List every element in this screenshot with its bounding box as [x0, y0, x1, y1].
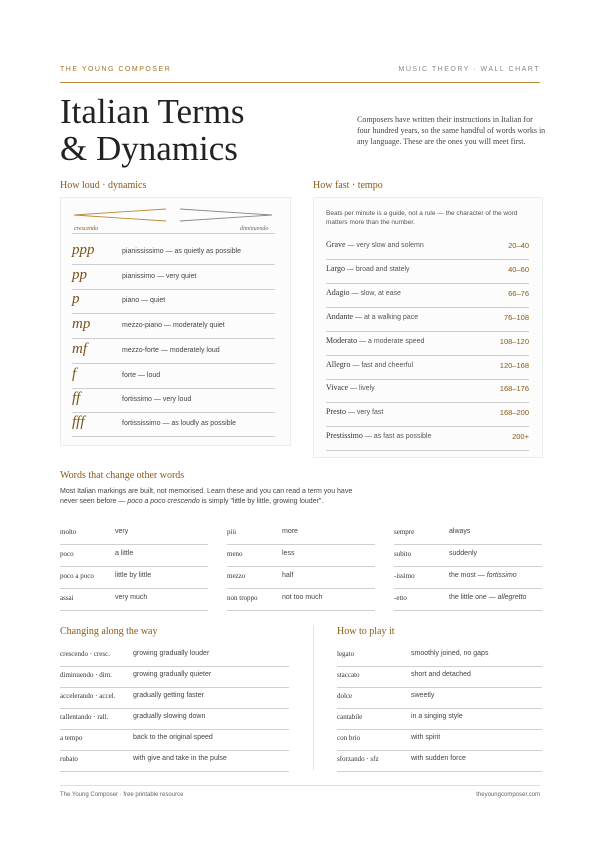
tempo-bpm: 76–108	[503, 313, 529, 322]
dynamic-description: fortississimo — as loudly as possible	[122, 420, 236, 427]
tempo-description: — broad and stately	[344, 266, 410, 273]
dynamic-symbol: ppp	[72, 242, 95, 258]
tempo-row	[326, 379, 529, 403]
diminuendo-label: diminuendo	[240, 226, 269, 232]
tempo-bpm: 168–176	[499, 384, 529, 393]
changing-meaning: gradually getting faster	[133, 692, 204, 699]
modifier-term: -etto	[394, 594, 407, 602]
tempo-term: Presto	[326, 407, 346, 416]
dynamic-symbol: p	[72, 291, 80, 307]
play-row	[337, 750, 542, 772]
footer-website-link[interactable]: theyoungcomposer.com	[476, 792, 540, 798]
tempo-description: — very slow and solemn	[345, 242, 424, 249]
dynamic-symbol: fff	[72, 414, 85, 430]
modifier-term: non troppo	[227, 594, 258, 602]
modifier-term: molto	[60, 528, 77, 536]
play-meaning: with spirit	[411, 734, 441, 741]
tempo-row	[326, 427, 529, 451]
tempo-bpm: 20–40	[508, 241, 529, 250]
modifier-meaning: the little one — allegretto	[449, 594, 527, 601]
changing-row	[60, 687, 289, 709]
changing-term: diminuendo · dim.	[60, 671, 112, 679]
changing-meaning: with give and take in the pulse	[133, 755, 227, 762]
modifier-example: fortissimo	[486, 572, 517, 579]
play-meaning: sweetly	[411, 692, 435, 699]
diminuendo-hairpin-icon	[180, 209, 272, 221]
changing-meaning: gradually slowing down	[133, 713, 206, 720]
play-term: legato	[337, 650, 355, 658]
modifier-term: assai	[60, 594, 74, 602]
modifier-row	[394, 523, 542, 545]
dynamics-row	[72, 289, 275, 314]
tempo-term: Allegro	[326, 360, 351, 369]
modifier-row	[227, 589, 375, 611]
dynamic-symbol: mf	[72, 341, 87, 357]
crescendo-hairpin-icon	[74, 209, 166, 221]
tempo-term: Grave	[326, 240, 346, 249]
tempo-description: — fast and cheerful	[350, 362, 414, 369]
dynamic-symbol: f	[72, 366, 77, 382]
modifier-term: mezzo	[227, 572, 246, 580]
play-meaning: short and detached	[411, 671, 471, 678]
tempo-bpm: 108–120	[499, 337, 529, 346]
modifiers-intro-a: Most Italian markings are built, not memorised. Learn these and you can read a term you have never seen before —	[60, 488, 353, 505]
modifier-row	[60, 545, 208, 567]
modifier-meaning: more	[282, 528, 298, 535]
modifier-row	[60, 523, 208, 545]
modifier-row	[227, 545, 375, 567]
tempo-description: — lively	[348, 385, 375, 392]
play-meaning: smoothly joined, no gaps	[411, 650, 489, 657]
changing-row	[60, 729, 289, 751]
dynamic-symbol: ff	[72, 390, 81, 406]
modifier-row	[394, 545, 542, 567]
changing-meaning: growing gradually quieter	[133, 671, 212, 678]
changing-term: crescendo · cresc.	[60, 650, 110, 658]
dynamics-row	[72, 265, 275, 290]
tempo-row	[326, 332, 529, 356]
dynamics-heading: How loud · dynamics	[60, 180, 147, 191]
changing-term: a tempo	[60, 734, 83, 742]
tempo-heading: How fast · tempo	[313, 180, 383, 191]
dynamic-description: pianississimo — as quietly as possible	[122, 248, 242, 255]
title-line-1: Italian Terms	[60, 92, 245, 131]
modifiers-intro-b: is simply "little by little, growing louder".	[199, 498, 324, 505]
modifier-row	[394, 589, 542, 611]
dynamics-row	[72, 412, 275, 437]
tempo-description: — slow, at ease	[349, 290, 401, 297]
footer-credit: The Young Composer · free printable resource	[60, 792, 184, 798]
play-row	[337, 666, 542, 688]
page-title	[60, 93, 245, 167]
tempo-row	[326, 284, 529, 308]
play-meaning: in a singing style	[411, 713, 463, 720]
tempo-row	[326, 356, 529, 380]
tempo-description: — a moderate speed	[357, 338, 425, 345]
play-row	[337, 708, 542, 730]
changing-term: accelerando · accel.	[60, 692, 116, 700]
dynamic-symbol: mp	[72, 316, 91, 332]
tempo-term: Largo	[326, 264, 345, 273]
modifier-meaning: very	[115, 528, 129, 535]
brand-name: THE YOUNG COMPOSER	[60, 66, 172, 73]
play-term: con brio	[337, 734, 361, 742]
modifier-meaning: little by little	[115, 572, 152, 579]
dynamic-description: fortissimo — very loud	[122, 396, 192, 403]
modifier-term: poco	[60, 550, 74, 558]
dynamics-top-rule	[72, 233, 275, 234]
footer-rule	[60, 785, 540, 786]
dynamic-description: forte — loud	[122, 372, 161, 379]
changing-row	[60, 645, 289, 667]
tempo-row	[326, 308, 529, 332]
modifier-meaning: a little	[115, 550, 134, 557]
modifier-meaning: half	[282, 572, 294, 579]
dynamic-description: piano — quiet	[122, 297, 166, 304]
changing-row	[60, 666, 289, 688]
modifier-term: poco a poco	[60, 572, 94, 580]
tempo-description: — very fast	[346, 409, 384, 416]
modifier-row	[60, 567, 208, 589]
modifier-term: -issimo	[394, 572, 415, 580]
tempo-description: — at a walking pace	[353, 314, 419, 321]
dynamics-row	[72, 314, 275, 339]
title-line-2: & Dynamics	[60, 129, 238, 168]
tempo-bpm: 168–200	[499, 408, 529, 417]
tempo-bpm: 120–168	[499, 361, 529, 370]
modifier-term: più	[227, 528, 236, 536]
changing-meaning: growing gradually louder	[133, 650, 210, 657]
tempo-term: Moderato	[326, 336, 358, 345]
modifiers-intro-example: poco a poco crescendo	[127, 498, 200, 505]
modifier-term: sempre	[394, 528, 415, 536]
play-term: sforzando · sfz	[337, 755, 379, 763]
modifier-term: subito	[394, 550, 412, 558]
dynamics-row	[72, 388, 275, 413]
header-rule	[60, 82, 540, 83]
play-term: cantabile	[337, 713, 363, 721]
changing-meaning: back to the original speed	[133, 734, 213, 741]
crescendo-label: crescendo	[74, 226, 99, 232]
changing-row	[60, 750, 289, 772]
tempo-term: Adagio	[326, 288, 350, 297]
changing-heading: Changing along the way	[60, 626, 158, 637]
dynamics-row	[72, 240, 275, 265]
play-row	[337, 729, 542, 751]
tempo-row	[326, 260, 529, 284]
modifier-example: allegretto	[497, 594, 527, 601]
modifier-row	[60, 589, 208, 611]
tempo-bpm: 40–60	[508, 265, 529, 274]
modifier-meaning: less	[282, 550, 295, 557]
modifier-meaning: very much	[115, 594, 148, 601]
modifier-meaning: the most — fortissimo	[449, 572, 517, 579]
modifier-term: meno	[227, 550, 243, 558]
play-heading: How to play it	[337, 626, 395, 637]
dynamic-description: mezzo-piano — moderately quiet	[122, 322, 225, 329]
intro-paragraph: Composers have written their instructions in Italian for four hundred years, so the same handful of words works in any language. These are the ones you will meet first.	[357, 115, 546, 146]
tempo-row	[326, 236, 529, 260]
modifier-row	[394, 567, 542, 589]
tempo-bpm: 200+	[512, 432, 529, 441]
modifier-meaning: always	[449, 528, 471, 535]
dynamics-row	[72, 339, 275, 364]
tempo-term: Andante	[326, 312, 354, 321]
chart-subtitle: MUSIC THEORY · WALL CHART	[398, 66, 540, 73]
modifier-meaning: not too much	[282, 594, 323, 601]
modifier-meaning: suddenly	[449, 550, 478, 557]
hairpins-graphic	[72, 207, 277, 223]
tempo-term: Prestissimo	[326, 431, 363, 440]
modifier-row	[227, 523, 375, 545]
play-meaning: with sudden force	[411, 755, 466, 762]
dynamic-description: pianissimo — very quiet	[122, 273, 197, 280]
column-divider	[313, 625, 314, 770]
play-term: staccato	[337, 671, 360, 679]
dynamic-description: mezzo-forte — moderately loud	[122, 347, 220, 354]
dynamics-row	[72, 364, 275, 389]
modifiers-heading: Words that change other words	[60, 470, 185, 481]
play-row	[337, 687, 542, 709]
modifier-row	[227, 567, 375, 589]
changing-term: rubato	[60, 755, 78, 763]
tempo-description: — as fast as possible	[362, 433, 432, 440]
tempo-bpm: 66–76	[508, 289, 529, 298]
tempo-note: Beats per minute is a guide, not a rule — the character of the word matters more than the number.	[326, 210, 518, 226]
modifiers-intro	[60, 487, 360, 507]
play-term: dolce	[337, 692, 353, 700]
tempo-row	[326, 403, 529, 427]
changing-term: rallentando · rall.	[60, 713, 109, 721]
dynamic-symbol: pp	[72, 267, 87, 283]
tempo-term: Vivace	[326, 383, 349, 392]
changing-row	[60, 708, 289, 730]
play-row	[337, 645, 542, 667]
